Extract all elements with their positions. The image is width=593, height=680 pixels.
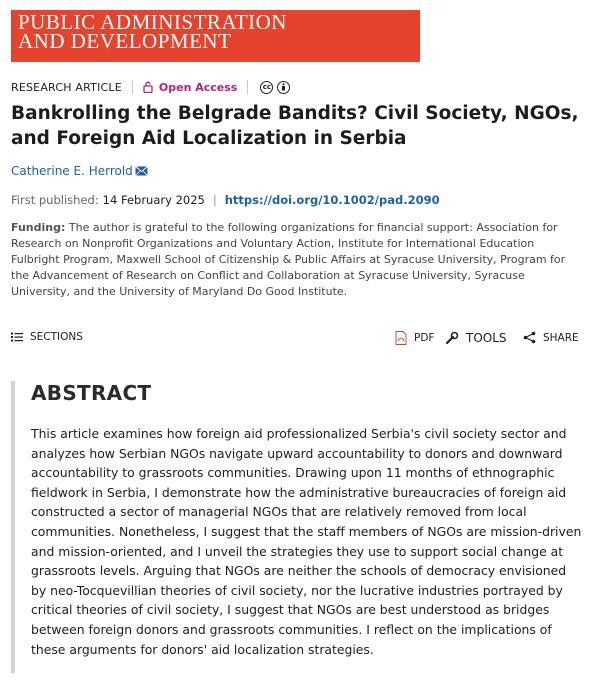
divider bbox=[247, 80, 248, 94]
tools-button[interactable] bbox=[445, 331, 507, 345]
abstract-section bbox=[11, 381, 583, 673]
doi-link[interactable]: https://doi.org/10.1002/pad.2090 bbox=[224, 193, 440, 207]
article-meta-row bbox=[11, 79, 290, 95]
journal-title-line-1: PUBLIC ADMINISTRATION bbox=[18, 10, 287, 34]
pdf-button[interactable] bbox=[395, 331, 434, 345]
divider bbox=[132, 80, 133, 94]
abstract-text: This article examines how foreign aid professionalized Serbia's civil society sector and analyzes how Serbian NGOs navigate upward accountability to donors and downward accountability to grassroots communities. Drawing upon 11 months of ethnographic fieldwork in Serbia, I demonstrate how the administrative bureaucracies of foreign aid constructed a sector of managerial NGOs that are relatively removed from local communities. Nonetheless, I suggest that the staff members of NGOs are mission-driven and mission-oriented, and I unveil the strategies they use to support social change at grassroots levels. Arguing that NGOs are neither the schools of democracy envisioned by neo-Tocquevillian theories of civil society, nor the lucrative industries portrayed by critical theories of civil society, I suggest that NGOs are best understood as bridges between foreign donors and grassroots communities. I reflect on the implications of these arguments for donors' aid localization strategies. bbox=[31, 426, 582, 657]
abstract-heading: ABSTRACT bbox=[31, 381, 152, 405]
first-published-label: First published: bbox=[11, 193, 99, 207]
pdf-icon bbox=[395, 331, 407, 345]
journal-title-line-2: AND DEVELOPMENT bbox=[18, 29, 232, 53]
tools-label: TOOLS bbox=[466, 331, 507, 345]
share-label: SHARE bbox=[543, 331, 579, 344]
share-icon bbox=[523, 331, 536, 344]
funding-statement bbox=[11, 220, 583, 300]
share-button[interactable] bbox=[523, 331, 579, 344]
author[interactable] bbox=[11, 164, 148, 178]
by-icon bbox=[277, 81, 290, 94]
license-icons[interactable] bbox=[260, 81, 290, 94]
wrench-icon bbox=[445, 331, 459, 345]
open-access-label[interactable]: Open Access bbox=[158, 80, 238, 94]
publication-date: 14 February 2025 bbox=[102, 193, 205, 207]
unlock-icon bbox=[143, 81, 153, 93]
cc-icon: cc bbox=[260, 81, 273, 94]
sections-label: SECTIONS bbox=[30, 331, 83, 343]
publication-info bbox=[11, 193, 440, 207]
journal-banner[interactable] bbox=[11, 10, 420, 62]
article-type: RESEARCH ARTICLE bbox=[11, 80, 122, 94]
article-title: Bankrolling the Belgrade Bandits? Civil Society, NGOs, and Foreign Aid Localization in Serbia bbox=[11, 103, 579, 149]
pdf-label: PDF bbox=[414, 332, 435, 344]
funding-label: Funding: bbox=[11, 221, 66, 234]
article-toolbar bbox=[11, 331, 577, 349]
funding-text: The author is grateful to the following organizations for financial support: Association for Research on Nonprofit Organizations and Voluntary Action, Institute for International Education Fulbright Program, Maxwell School of Citizenship & Public Affairs at Syracuse University, Program for the Advancement of Research on Conflict and Collaboration at Syracuse University, Syracuse University, and the University of Maryland Do Good Institute. bbox=[11, 221, 566, 298]
list-icon bbox=[11, 332, 23, 342]
author-name[interactable]: Catherine E. Herrold bbox=[11, 164, 133, 178]
sections-button[interactable] bbox=[11, 331, 83, 343]
mail-icon[interactable] bbox=[135, 166, 148, 176]
separator: | bbox=[212, 193, 217, 207]
